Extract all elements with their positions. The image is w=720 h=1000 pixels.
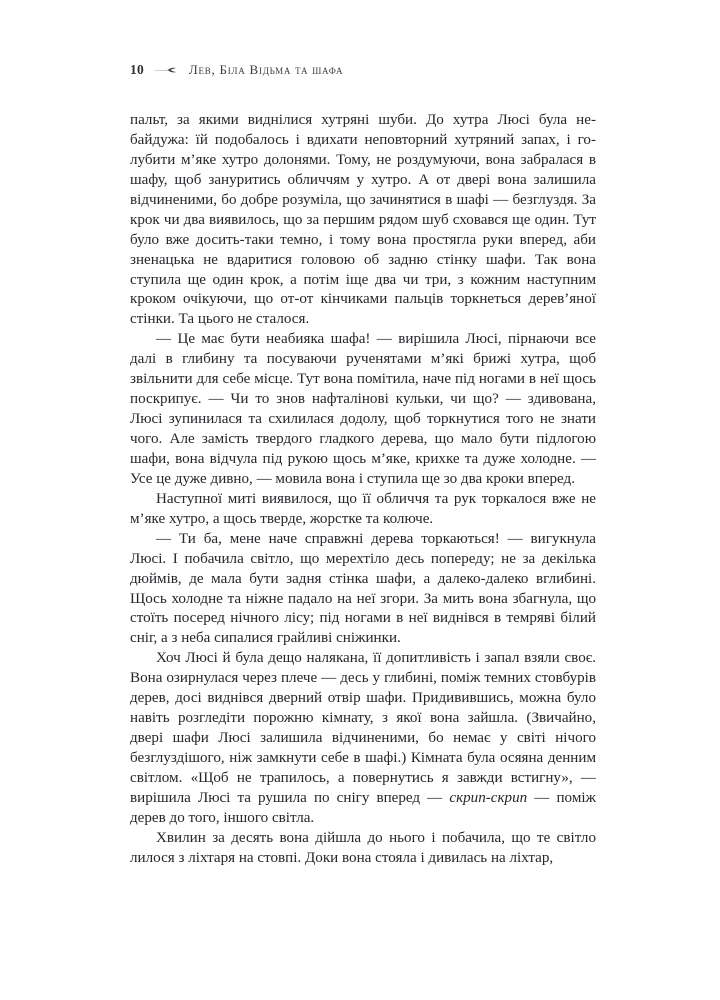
- paragraph: — Ти ба, мене наче справжні дерева торкаються! — вигукнула Люсі. І побачила світло, що мерехтіло десь попереду; не за декілька дюймів, де мала бути задня стінка шафи, а далеко-далеко вглибині. Щось холодне та ніжне падало на неї згори. За мить вона збагнула, що стоїть посеред нічного лісу; під ногами в неї виднівся в темряві білий сніг, а з неба сипалися грайливі сніжинки.: [130, 530, 596, 647]
- running-title: Лев, Біла Відьма та шафа: [188, 62, 344, 77]
- paragraph: Хвилин за десять вона дійшла до нього і побачила, що те світло лилося з ліхтаря на стовпі. Доки вона стояла і дивилась на ліхтар,: [130, 829, 596, 866]
- paragraph-segment: — поміж дерев до того, іншого світла.: [130, 789, 596, 826]
- paragraph: Наступної миті виявилося, що її обличчя та рук торкалося вже не м’яке хутро, а щось тверде, жорстке та колюче.: [130, 490, 596, 527]
- running-header: [130, 60, 596, 80]
- page-content-area: [130, 60, 596, 869]
- page-number: 10: [130, 62, 144, 77]
- leaf-flourish-ornament-icon: [154, 65, 180, 75]
- italic-onomatopoeia: скрип-скрип: [449, 789, 528, 806]
- paragraph-segment: Хоч Люсі й була дещо налякана, її допитливість і запал взяли своє. Вона озирнулася через плече — десь у глибині, поміж темних стовбурів дерев, досі виднівся дверний отвір шафи. Придивившись, можна було навіть розгледіти порожню кімнату, з якої вона зайшла. (Звичайно, двері шафи Люсі залишила відчиненими, бо немає у світі нічого безглуздішого, ніж замкнути себе в шафі.) Кімната була осяяна денним світлом. «Щоб не трапилось, а повернутись я завжди встигну», — вирішила Люсі та рушила по снігу вперед —: [130, 650, 596, 806]
- paragraph: — Це має бути неабияка шафа! — вирішила Люсі, пірнаючи все далі в глибину та посуваючи рученятами м’які брижі хутра, щоб звільнити для себе місце. Тут вона помітила, наче під ногами в неї щось поскрипує. — Чи то знов нафталінові кульки, чи що? — здивована, Люсі зупинилася та схилилася додолу, щоб торкнутися того не знати чого. Але замість твердого гладкого дерева, що мало бути підлогою шафи, вона відчула під рукою щось м’яке, крихке та дуже холодне. — Усе це дуже дивно, — мовила вона і ступила ще зо два кроки вперед.: [130, 331, 596, 487]
- paragraph: пальт, за якими виднілися хутряні шуби. До хутра Люсі була небайдужа: їй подобалось і вдихати неповторний хутряний запах, і голубити м’яке хутро долонями. Тому, не роздумуючи, вона забралася в шафу, щоб зануритись обличчям у хутро. А от двері вона залишила відчиненими, бо добре розуміла, що зачинятися в шафі — безглуздя. За крок чи два виявилось, що за першим рядом шуб сховався ще один. Тут було вже досить-таки темно, і тому вона простягла руки вперед, аби зненацька не вдаритися головою об задню стінку шафи. Так вона ступила ще один крок, а потім іще два чи три, з кожним наступним кроком очікуючи, що от-от кінчиками пальців торкнеться дерев’яної стінки. Та цього не сталося.: [130, 112, 596, 328]
- body-text-block: [130, 111, 596, 869]
- paragraph-with-italic: [130, 649, 596, 828]
